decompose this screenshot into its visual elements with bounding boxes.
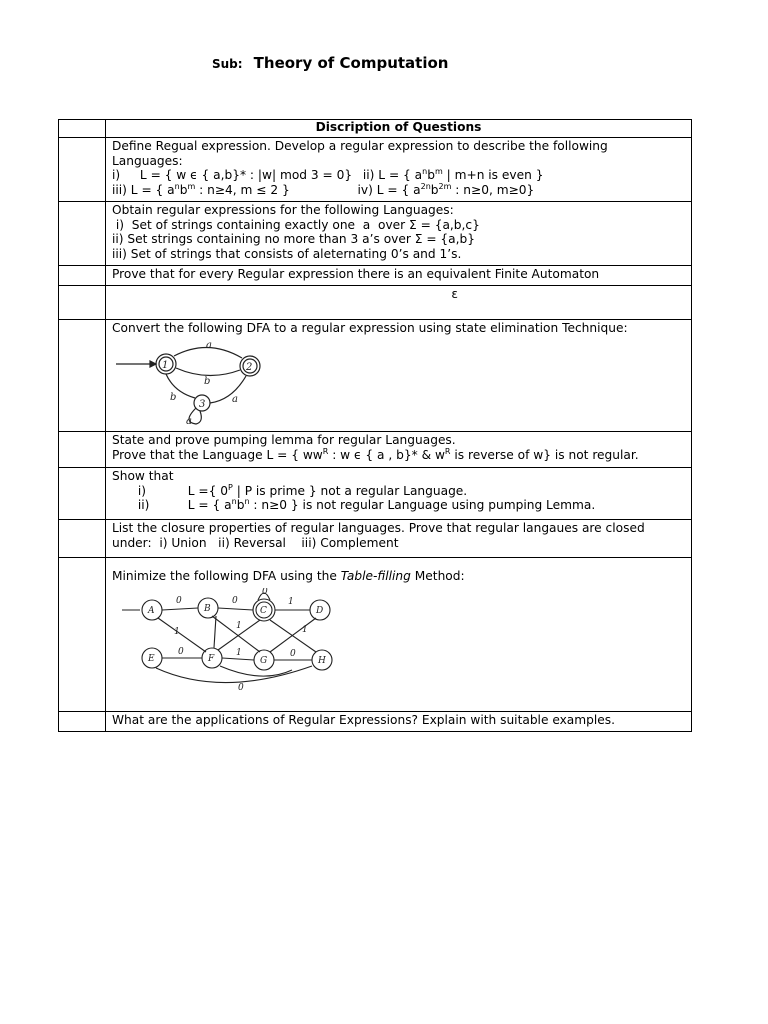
- edge-label: 0: [262, 587, 268, 597]
- question-row-4: [59, 286, 692, 320]
- question-text: [106, 202, 692, 266]
- question-line: State and prove pumping lemma for regular Languages.: [112, 433, 456, 447]
- question-text: [106, 520, 692, 558]
- question-text: [106, 432, 692, 468]
- edge-label: 1: [236, 647, 242, 658]
- superscript: n: [244, 496, 250, 506]
- superscript: 2n: [420, 181, 431, 191]
- question-line: ii) Set strings containing no more than 3 a’s over Σ = {a,b}: [112, 232, 476, 246]
- edge-label: 1: [288, 596, 294, 607]
- dfa-diagram-three-states: [112, 340, 272, 426]
- state-label: 2: [246, 361, 253, 373]
- superscript: n: [174, 181, 180, 191]
- question-number-cell: [59, 468, 106, 520]
- arrow-head: [150, 361, 156, 367]
- question-row-5: [59, 320, 692, 432]
- edge-label: 1: [302, 624, 308, 635]
- question-row-3: [59, 266, 692, 286]
- state-label: 3: [199, 398, 206, 410]
- item-text: L = { a: [187, 498, 232, 512]
- state-label: F: [208, 653, 215, 664]
- question-line: iii) Set of strings that consists of aleternating 0’s and 1’s.: [112, 246, 462, 261]
- state-label: D: [316, 605, 324, 616]
- item-text: : n≥4, m ≤ 2 }: [195, 182, 290, 197]
- item-text: : n≥0, m≥0}: [451, 182, 535, 197]
- item-text: ii) L = { a: [362, 168, 423, 182]
- question-row-2: [59, 202, 692, 266]
- edge-a-b: [162, 608, 198, 610]
- description-column-header: Discription of Questions: [106, 120, 692, 138]
- item-text: | m+n is even }: [442, 168, 544, 182]
- edge-label: 0: [232, 595, 238, 606]
- question-line: Show that: [112, 469, 174, 483]
- superscript: m: [187, 181, 196, 191]
- question-text: [106, 468, 692, 520]
- state-label: C: [260, 605, 267, 616]
- item-text: b: [179, 182, 188, 197]
- item-text: Prove that the Language L = { ww: [112, 447, 323, 462]
- question-line: Convert the following DFA to a regular expression using state elimination Technique:: [112, 321, 628, 335]
- superscript: P: [228, 482, 233, 492]
- table-header-row: [59, 120, 692, 138]
- item-text-italic: Table-filling: [340, 569, 411, 583]
- question-number-cell: [59, 286, 106, 320]
- question-number-cell: [59, 432, 106, 468]
- question-number-cell: [59, 520, 106, 558]
- item-text: b: [427, 168, 435, 182]
- superscript: n: [231, 496, 237, 506]
- item-text: : n≥0 } is not regular Language using pumping Lemma.: [249, 498, 596, 512]
- question-row-6: [59, 432, 692, 468]
- edge-g-f-bottom: [220, 666, 292, 676]
- question-text: [106, 558, 692, 712]
- edge-h-e: [156, 666, 312, 683]
- superscript: 2m: [438, 181, 452, 191]
- question-line: [112, 498, 687, 513]
- question-line: [112, 183, 687, 198]
- item-text: iii) L = { a: [112, 182, 175, 197]
- epsilon-symbol: ε: [451, 287, 458, 301]
- question-text: [106, 266, 692, 286]
- item-label: i): [112, 168, 121, 182]
- question-number-cell: [59, 558, 106, 712]
- question-line: Obtain regular expressions for the following Languages:: [112, 203, 454, 217]
- question-line: [112, 168, 687, 183]
- question-number-cell: [59, 202, 106, 266]
- item-text: : w ϵ { a , b}* & w: [328, 447, 445, 462]
- question-number-cell: [59, 712, 106, 732]
- state-label: A: [148, 605, 155, 616]
- edge-2-to-3: [210, 376, 246, 403]
- item-text: b: [430, 182, 439, 197]
- page-header: [212, 53, 448, 72]
- number-column-header: [59, 120, 106, 138]
- edge-b-c: [218, 608, 253, 610]
- question-number-cell: [59, 320, 106, 432]
- edge-label: 0: [238, 682, 244, 693]
- question-line: under: i) Union ii) Reversal iii) Complement: [112, 535, 399, 550]
- question-line: [112, 484, 687, 499]
- question-line: Prove that for every Regular expression there is an equivalent Finite Automaton: [112, 267, 600, 281]
- question-text: [106, 712, 692, 732]
- question-number-cell: [59, 266, 106, 286]
- edge-label: b: [204, 375, 211, 387]
- subject-title: Theory of Computation: [253, 54, 449, 72]
- question-line: [112, 448, 687, 463]
- question-line: Define Regual expression. Develop a regular expression to describe the following: [112, 139, 608, 153]
- edge-label: 1: [236, 620, 242, 631]
- state-label: E: [148, 653, 155, 664]
- question-row-9: [59, 558, 692, 712]
- item-text: b: [236, 498, 245, 512]
- item-text: iv) L = { a: [357, 182, 421, 197]
- item-text: L ={ 0: [187, 483, 229, 498]
- edge-label: b: [170, 391, 177, 403]
- superscript: R: [444, 446, 451, 456]
- questions-table: [58, 119, 692, 732]
- question-number-cell: [59, 138, 106, 202]
- edge-label: a: [232, 393, 238, 405]
- edge-f-g: [222, 658, 254, 660]
- edge-2-to-1: [176, 368, 240, 376]
- state-label: B: [204, 603, 211, 614]
- edge-b-f: [214, 616, 216, 648]
- edge-label: 0: [176, 595, 182, 606]
- question-text: [106, 286, 692, 320]
- question-text: [106, 320, 692, 432]
- item-label: i): [137, 483, 147, 498]
- edge-label: 0: [178, 646, 184, 657]
- question-row-8: [59, 520, 692, 558]
- question-line: List the closure properties of regular languages. Prove that regular langaues are closed: [112, 521, 645, 535]
- state-label: 1: [162, 359, 169, 371]
- question-row-1: [59, 138, 692, 202]
- item-label: ii): [137, 498, 150, 512]
- question-row-7: [59, 468, 692, 520]
- question-line: [112, 569, 687, 584]
- sub-label: Sub:: [212, 57, 243, 71]
- edge-label: a: [206, 339, 212, 351]
- question-line: i) Set of strings containing exactly one a over Σ = {a,b,c}: [112, 217, 480, 232]
- question-row-10: [59, 712, 692, 732]
- edge-label: a: [186, 415, 192, 426]
- edge-label: 1: [174, 626, 180, 637]
- state-label: H: [318, 655, 326, 666]
- item-text: | P is prime } not a regular Language.: [232, 483, 468, 498]
- edge-label: 0: [290, 648, 296, 659]
- question-text: [106, 138, 692, 202]
- item-text: L = { w ϵ { a,b}* : |w| mod 3 = 0}: [139, 168, 353, 182]
- superscript: R: [322, 446, 329, 456]
- state-label: G: [260, 655, 268, 666]
- superscript: m: [434, 166, 443, 176]
- dfa-diagram-eight-states: [112, 588, 342, 696]
- item-text: Method:: [410, 569, 465, 583]
- question-line: What are the applications of Regular Expressions? Explain with suitable examples.: [112, 713, 615, 727]
- item-text: is reverse of w} is not regular.: [450, 447, 639, 462]
- item-text: Minimize the following DFA using the: [112, 569, 341, 583]
- superscript: n: [422, 166, 428, 176]
- question-line: Languages:: [112, 153, 183, 168]
